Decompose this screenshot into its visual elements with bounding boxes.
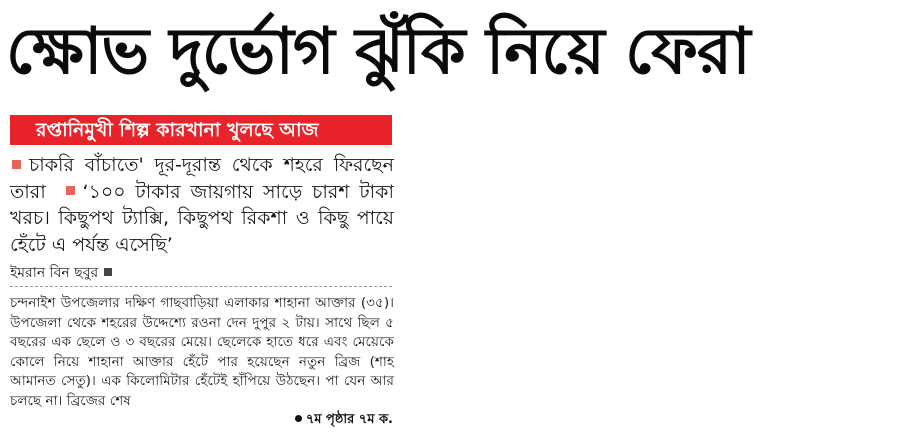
byline-square-icon xyxy=(104,268,112,276)
deck-part-1: চাকরি বাঁচাতে' দূর-দূরান্ত থেকে শহরে ফিরছেন তারা xyxy=(10,154,394,203)
byline-name: ইমরান বিন ছবুর xyxy=(10,265,99,281)
deck xyxy=(10,152,394,258)
headline: ক্ষোভ দুর্ভোগ ঝুঁকি নিয়ে ফেরা xyxy=(6,15,750,89)
deck-part-2: ‘১০০ টাকার জায়গায় সাড়ে চারশ টাকা খরচ। কিছুপথ ট্যাক্সি, কিছুপথ রিকশা ও কিছু পায়ে হেঁটে এ পর্যন্ত এসেছি’ xyxy=(10,180,394,256)
continuation-jump xyxy=(295,410,393,430)
jump-text: ৭ম পৃষ্ঠার ৭ম ক. xyxy=(305,412,393,427)
article-body: চন্দনাইশ উপজেলার দক্ষিণ গাছবাড়িয়া এলাকার শাহানা আক্তার (৩৫)। উপজেলা থেকে শহরের উদ্দেশ্যে রওনা দেন দুপুর ২ টায়। সাথে ছিল ৫ বছরের এক ছেলে ও ৩ বছরের মেয়ে। ছেলেকে হাতে ধরে এবং মেয়েকে কোলে নিয়ে শাহানা আক্তার হেঁটে পার হয়েছেন নতুন ব্রিজ (শাহ আমানত সেতু)। এক কিলোমিটার হেঁটেই হাঁপিয়ে উঠছেন। পা যেন আর চলছে না। ব্রিজের শেষ xyxy=(10,295,394,409)
bullet-dot-icon xyxy=(295,415,302,422)
bullet-square-icon xyxy=(12,160,21,169)
byline xyxy=(10,262,112,284)
kicker-banner: রপ্তানিমুখী শিল্প কারখানা খুলছে আজ xyxy=(10,115,392,145)
bullet-square-icon xyxy=(66,186,75,195)
dotted-divider xyxy=(10,286,392,287)
